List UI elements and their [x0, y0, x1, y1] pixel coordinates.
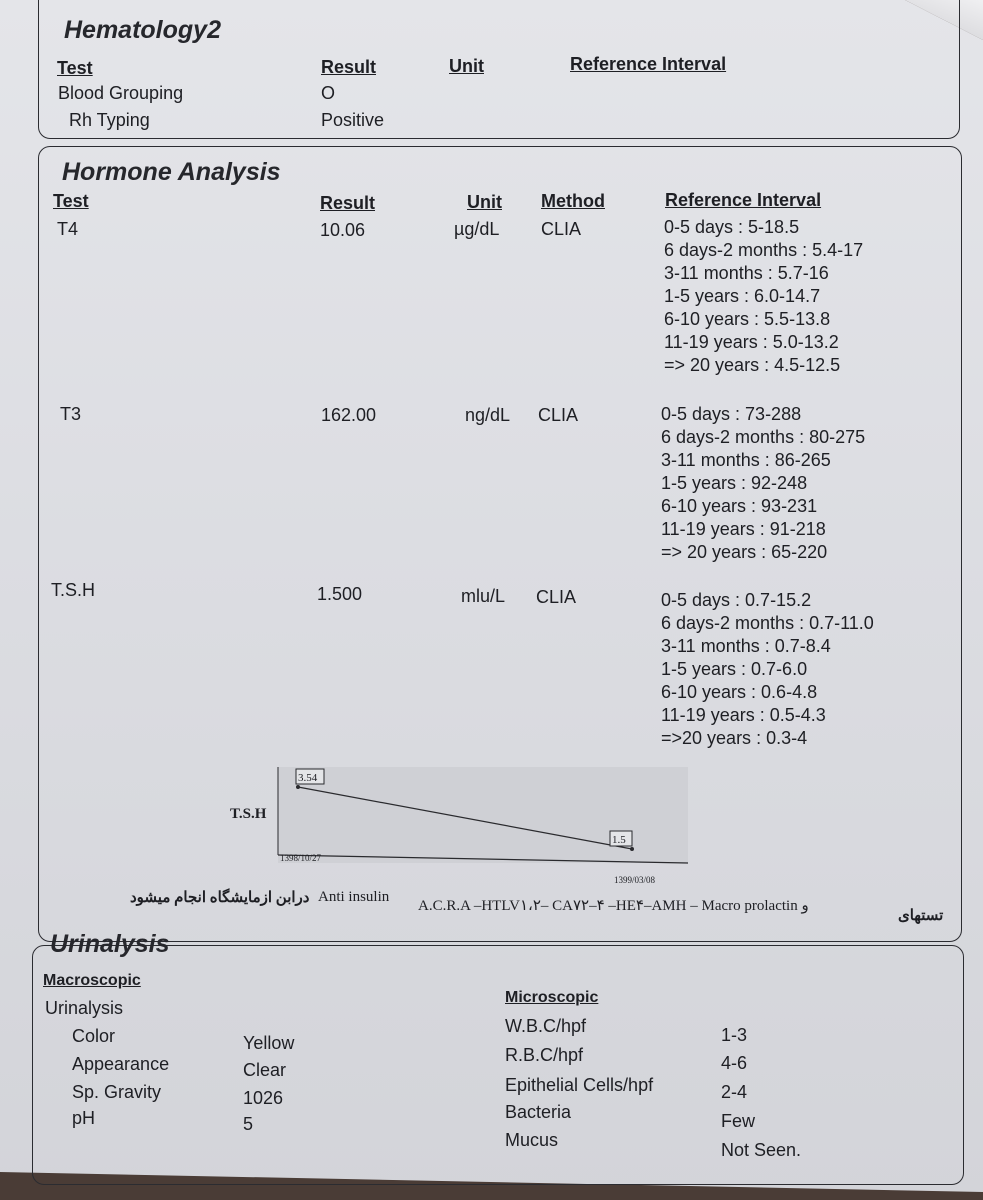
tsh-data-label: 3.54 — [298, 772, 318, 784]
hematology-row-result: O — [321, 83, 336, 103]
reference-line: 3-11 months : 86-265 — [661, 450, 831, 470]
hormone-row-method: CLIA — [541, 219, 582, 239]
chart-plot-area — [278, 767, 688, 863]
micro-row-label: W.B.C/hpf — [505, 1016, 587, 1036]
urinalysis-title: Urinalysis — [50, 930, 170, 958]
hormone-row-unit: µg/dL — [454, 219, 500, 239]
hematology-header-reference: Reference Interval — [570, 54, 727, 74]
hormone-row-method: CLIA — [538, 405, 579, 425]
reference-line: 0-5 days : 73-288 — [661, 404, 802, 424]
hormone-row-method: CLIA — [536, 587, 577, 607]
chart-x-tick-label: 1398/10/27 — [280, 853, 322, 863]
hematology-header-test: Test — [57, 58, 93, 78]
hormone-row-unit: ng/dL — [465, 405, 511, 425]
reference-line: 1-5 years : 92-248 — [661, 473, 808, 493]
chart-ylabel: T.S.H — [230, 806, 267, 822]
hormone-row-result: 162.00 — [321, 405, 377, 425]
hormone-row-result: 10.06 — [320, 220, 366, 240]
micro-row-value: 2-4 — [721, 1082, 748, 1102]
micro-row-label: R.B.C/hpf — [505, 1045, 584, 1065]
footnote-rtl-right: تستهای — [898, 908, 944, 924]
micro-row-value: Not Seen. — [721, 1140, 802, 1160]
tsh-trend-chart — [276, 763, 696, 893]
reference-line: => 20 years : 4.5-12.5 — [664, 355, 841, 375]
macro-row-value: Yellow — [243, 1033, 295, 1053]
reference-line: 11-19 years : 5.0-13.2 — [664, 332, 839, 352]
hormone-row-test: T.S.H — [51, 580, 96, 600]
macro-row-label: Sp. Gravity — [72, 1082, 162, 1102]
hormone-row-test: T3 — [60, 404, 82, 424]
reference-line: 6-10 years : 0.6-4.8 — [661, 682, 818, 702]
reference-line: 11-19 years : 0.5-4.3 — [661, 705, 826, 725]
tsh-data-label: 1.5 — [612, 834, 626, 846]
hormone-row-reference — [661, 403, 865, 564]
reference-line: 6-10 years : 5.5-13.8 — [664, 309, 831, 329]
micro-row-value: 4-6 — [721, 1053, 748, 1073]
reference-line: 11-19 years : 91-218 — [661, 519, 826, 539]
reference-line: 6 days-2 months : 5.4-17 — [664, 240, 864, 260]
hormone-title: Hormone Analysis — [62, 158, 281, 186]
reference-line: =>20 years : 0.3-4 — [661, 728, 808, 748]
reference-line: 6 days-2 months : 0.7-11.0 — [661, 613, 874, 633]
macroscopic-group: Urinalysis — [45, 998, 124, 1018]
hormone-row-test: T4 — [57, 219, 79, 239]
macro-row-value: 5 — [243, 1114, 254, 1134]
hormone-header-test: Test — [53, 191, 89, 211]
footnote-main: و A.C.R.A –HTLV۱،۲– CA۷۲–۴ –HE۴–AMH – Macro prolactin — [418, 898, 809, 914]
macro-row-value: 1026 — [243, 1088, 284, 1108]
macro-row-value: Clear — [243, 1060, 287, 1080]
hormone-row-result: 1.500 — [317, 584, 363, 604]
hormone-header-result: Result — [320, 193, 376, 213]
reference-line: 6-10 years : 93-231 — [661, 496, 818, 516]
reference-line: 1-5 years : 0.7-6.0 — [661, 659, 808, 679]
micro-row-label: Mucus — [505, 1130, 559, 1150]
micro-row-label: Epithelial Cells/hpf — [505, 1075, 654, 1095]
hematology-header-unit: Unit — [449, 56, 484, 76]
hormone-row-reference — [661, 589, 874, 750]
reference-line: 3-11 months : 5.7-16 — [664, 263, 829, 283]
footnote-middle: Anti insulin — [318, 889, 390, 905]
hematology-header-result: Result — [321, 57, 377, 77]
tsh-data-point — [296, 785, 300, 789]
reference-line: 6 days-2 months : 80-275 — [661, 427, 866, 447]
macroscopic-header: Macroscopic — [43, 972, 141, 989]
urinalysis-section — [32, 945, 964, 1185]
hematology-title: Hematology2 — [64, 16, 221, 44]
reference-line: 1-5 years : 6.0-14.7 — [664, 286, 821, 306]
micro-row-label: Bacteria — [505, 1102, 572, 1122]
macro-row-label: pH — [72, 1108, 96, 1128]
chart-x-tick-label: 1399/03/08 — [614, 875, 656, 885]
microscopic-header: Microscopic — [505, 989, 599, 1006]
hormone-row-reference — [664, 216, 863, 377]
reference-line: 0-5 days : 0.7-15.2 — [661, 590, 812, 610]
hematology-row-test: Blood Grouping — [58, 83, 184, 103]
hematology-row-test: Rh Typing — [69, 110, 150, 130]
micro-row-value: 1-3 — [721, 1025, 748, 1045]
hematology-row-result: Positive — [321, 110, 385, 130]
tsh-data-point — [630, 847, 634, 851]
reference-line: => 20 years : 65-220 — [661, 542, 828, 562]
hormone-header-reference: Reference Interval — [665, 190, 822, 210]
reference-line: 3-11 months : 0.7-8.4 — [661, 636, 831, 656]
hormone-row-unit: mlu/L — [461, 586, 506, 606]
hormone-header-unit: Unit — [467, 192, 502, 212]
reference-line: 0-5 days : 5-18.5 — [664, 217, 800, 237]
hormone-header-method: Method — [541, 191, 605, 211]
micro-row-value: Few — [721, 1111, 756, 1131]
macro-row-label: Appearance — [72, 1054, 170, 1074]
macro-row-label: Color — [72, 1026, 116, 1046]
footnote-rtl-left: درابن ازمایشگاه انجام میشود — [130, 890, 310, 906]
